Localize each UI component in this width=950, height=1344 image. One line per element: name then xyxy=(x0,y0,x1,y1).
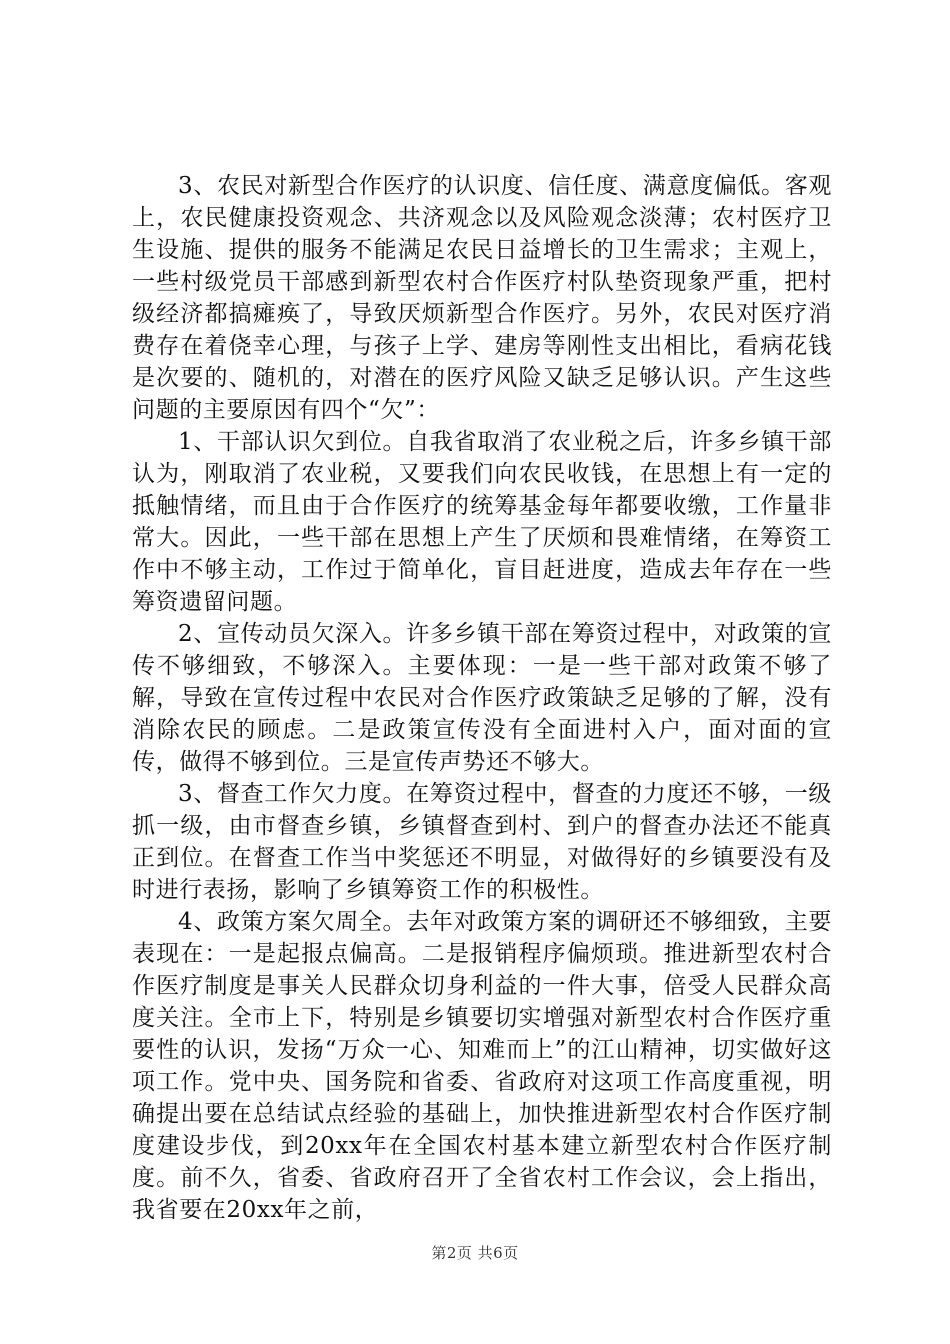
paragraph-publicity: 2、宣传动员欠深入。许多乡镇干部在筹资过程中，对政策的宣传不够细致，不够深入。主要体现：一是一些干部对政策不够了解，导致在宣传过程中农民对合作医疗政策缺乏足够的了解，没有消除农民的顾虑。二是政策宣传没有全面进村入户，面对面的宣传，做得不够到位。三是宣传声势还不够大。 xyxy=(132,621,832,775)
page-number-footer: 第2页 共6页 xyxy=(431,1244,519,1262)
paragraph-policy-plan: 4、政策方案欠周全。去年对政策方案的调研还不够细致，主要表现在：一是起报点偏高。二是报销程序偏烦琐。推进新型农村合作医疗制度是事关人民群众切身利益的一件大事，倍受人民群众高度关注。全市上下，特别是乡镇要切实增强对新型农村合作医疗重要性的认识，发扬“万众一心、知难而上”的江山精神，切实做好这项工作。党中央、国务院和省委、省政府对这项工作高度重视，明确提出要在总结试点经验的基础上，加快推进新型农村合作医疗制度建设步伐，到20xx年在全国农村基本建立新型农村合作医疗制度。前不久，省委、省政府召开了全省农村工作会议，会上指出，我省要在20xx年之前， xyxy=(132,909,832,1223)
document-body xyxy=(132,170,832,1226)
paragraph-cadre-awareness: 1、干部认识欠到位。自我省取消了农业税之后，许多乡镇干部认为，刚取消了农业税，又要我们向农民收钱，在思想上有一定的抵触情绪，而且由于合作医疗的统筹基金每年都要收缴，工作量非常大。因此，一些干部在思想上产生了厌烦和畏难情绪，在筹资工作中不够主动，工作过于简单化，盲目赶进度，造成去年存在一些筹资遗留问题。 xyxy=(132,429,832,615)
paragraph-supervision: 3、督查工作欠力度。在筹资过程中，督查的力度还不够，一级抓一级，由市督查乡镇，乡镇督查到村、到户的督查办法还不能真正到位。在督查工作当中奖惩还不明显，对做得好的乡镇要没有及时进行表扬，影响了乡镇筹资工作的积极性。 xyxy=(132,781,832,903)
paragraph-farmer-awareness: 3、农民对新型合作医疗的认识度、信任度、满意度偏低。客观上，农民健康投资观念、共济观念以及风险观念淡薄；农村医疗卫生设施、提供的服务不能满足农民日益增长的卫生需求；主观上，一些村级党员干部感到新型农村合作医疗村队垫资现象严重，把村级经济都搞瘫痪了，导致厌烦新型合作医疗。另外，农民对医疗消费存在着侥幸心理，与孩子上学、建房等刚性支出相比，看病花钱是次要的、随机的，对潜在的医疗风险又缺乏足够认识。产生这些问题的主要原因有四个“欠”： xyxy=(132,173,832,423)
